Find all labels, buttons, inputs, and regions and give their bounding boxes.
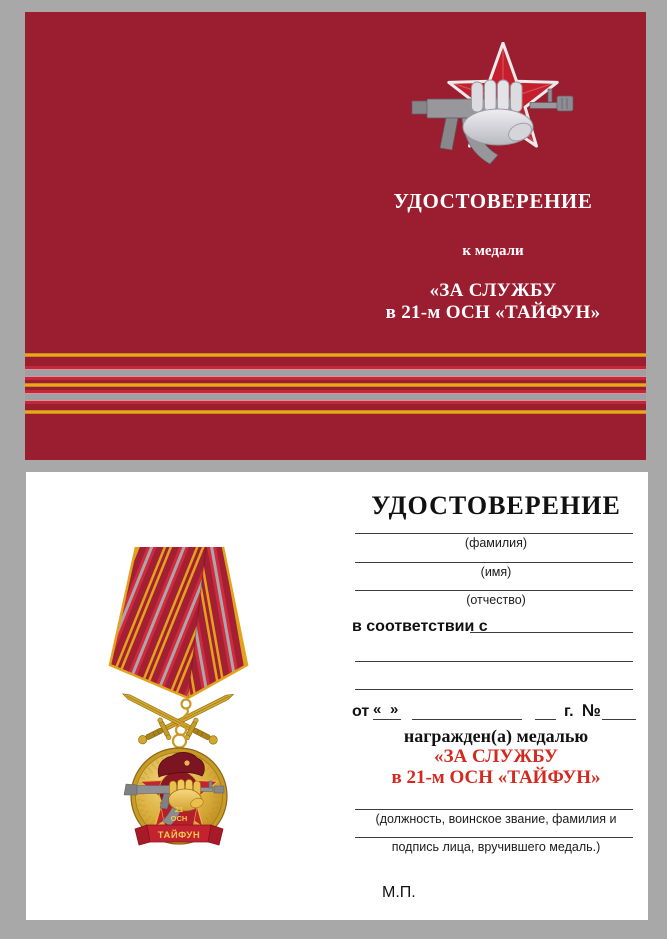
number-line bbox=[602, 719, 636, 720]
signature-note-line1: (должность, воинское звание, фамилия и bbox=[375, 812, 617, 826]
cover-title: УДОСТОВЕРЕНИЕ bbox=[393, 189, 593, 213]
stamp-place-label: М.П. bbox=[382, 884, 416, 901]
signature-line-2 bbox=[355, 837, 633, 838]
firstname-line bbox=[355, 562, 633, 563]
date-year-line bbox=[535, 719, 556, 720]
date-from-label: от bbox=[352, 703, 370, 720]
medal-unit-type-text: ОСН bbox=[170, 814, 188, 823]
signature-line-1 bbox=[355, 809, 633, 810]
medal-ribbon-mount bbox=[110, 547, 247, 698]
medal-image bbox=[106, 544, 256, 874]
patronymic-line bbox=[355, 590, 633, 591]
patronymic-label: (отчество) bbox=[466, 593, 526, 607]
accordance-label: в соответствии с bbox=[352, 618, 488, 635]
awarded-label: награжден(а) медалью bbox=[403, 726, 589, 746]
date-day-line bbox=[373, 719, 401, 720]
medal-name-line2: в 21-м ОСН «ТАЙФУН» bbox=[391, 767, 601, 788]
open-quote-mark: « bbox=[373, 701, 382, 718]
certificate-inside bbox=[26, 472, 648, 920]
accordance-line-3 bbox=[355, 689, 633, 690]
date-month-line bbox=[412, 719, 522, 720]
medal-name-scroll bbox=[135, 825, 223, 845]
cover-medal-name bbox=[293, 280, 667, 324]
surname-label: (фамилия) bbox=[464, 536, 528, 550]
cover-medal-name-line2: в 21-м ОСН «ТАЙФУН» bbox=[385, 302, 601, 323]
signature-note-line2: подпись лица, вручившего медаль.) bbox=[391, 840, 601, 854]
close-quote-mark: » bbox=[390, 701, 399, 718]
year-abbr-label: г. bbox=[564, 703, 574, 720]
medal-unit-name-text: ТАЙФУН bbox=[157, 830, 201, 841]
medal-medallion bbox=[124, 748, 227, 845]
certificate-cover bbox=[25, 12, 646, 460]
accordance-line-2 bbox=[355, 661, 633, 662]
firstname-label: (имя) bbox=[480, 565, 512, 579]
cover-medal-name-line1: «ЗА СЛУЖБУ bbox=[429, 280, 557, 301]
star-fist-rifle-emblem bbox=[410, 42, 580, 167]
medal-unit-number-text: 21 bbox=[174, 805, 184, 814]
number-sign-label: № bbox=[582, 701, 601, 720]
accordance-line-1 bbox=[470, 632, 633, 633]
certificate-title: УДОСТОВЕРЕНИЕ bbox=[371, 491, 621, 520]
surname-line bbox=[355, 533, 633, 534]
cover-subtitle: к медали bbox=[462, 243, 524, 259]
medal-name-line1: «ЗА СЛУЖБУ bbox=[434, 746, 558, 767]
ribbon-stripes-band bbox=[25, 353, 646, 415]
